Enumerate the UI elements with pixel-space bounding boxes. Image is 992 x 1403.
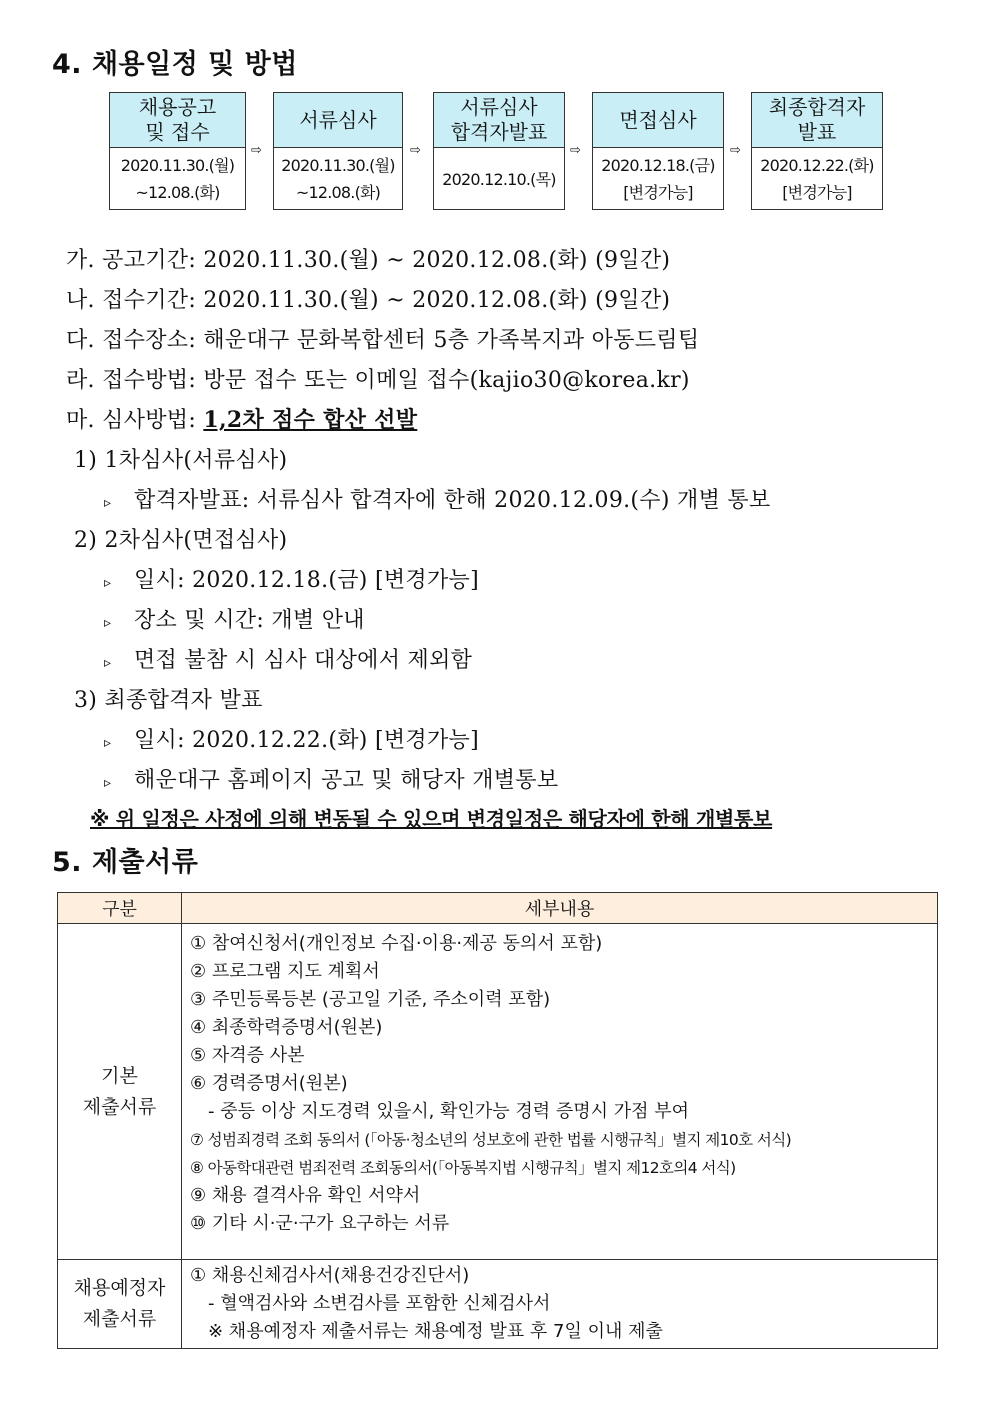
list-item: ▹ 일시: 2020.12.18.(금) [변경가능] bbox=[104, 568, 479, 593]
list-item: ⑦ 성범죄경력 조회 동의서 (「아동·청소년의 성보호에 관한 법률 시행규칙」별지 제10호 서식) bbox=[190, 1131, 792, 1149]
table-header-row bbox=[58, 893, 938, 924]
flow-step-document-result bbox=[433, 92, 565, 210]
flow-step-date: 2020.12.18.(금) [변경가능] bbox=[601, 156, 715, 202]
triangle-bullet-icon: ▹ bbox=[104, 775, 112, 791]
list-item: ⑤ 자격증 사본 bbox=[190, 1045, 305, 1066]
list-item: ▹ 일시: 2020.12.22.(화) [변경가능] bbox=[104, 728, 479, 753]
arrow-right-icon: ⇨ bbox=[730, 143, 741, 158]
final-result-heading: 3) 최종합격자 발표 bbox=[74, 688, 263, 713]
arrow-right-icon: ⇨ bbox=[251, 143, 262, 158]
list-item: - 혈액검사와 소변검사를 포함한 신체검사서 bbox=[208, 1293, 551, 1314]
flow-step-title: 서류심사 bbox=[274, 93, 402, 148]
details-cell bbox=[182, 1260, 938, 1349]
review-method-value: 1,2차 점수 합산 선발 bbox=[203, 407, 418, 433]
list-item: ▹ 합격자발표: 서류심사 합격자에 한해 2020.12.09.(수) 개별 통보 bbox=[104, 488, 771, 513]
flow-step-date: 2020.12.22.(화) [변경가능] bbox=[760, 156, 874, 202]
list-item: ④ 최종학력증명서(원본) bbox=[190, 1017, 383, 1038]
list-item: ③ 주민등록등본 (공고일 기준, 주소이력 포함) bbox=[190, 989, 551, 1010]
list-item: ▹ 장소 및 시간: 개별 안내 bbox=[104, 608, 365, 633]
announcement-period: 가. 공고기간: 2020.11.30.(월) ~ 2020.12.08.(화) (9일간) bbox=[66, 248, 671, 273]
triangle-bullet-icon: ▹ bbox=[104, 575, 112, 591]
table-row bbox=[58, 1260, 938, 1349]
list-item: ② 프로그램 지도 계획서 bbox=[190, 961, 380, 982]
category-cell: 채용예정자 제출서류 bbox=[58, 1260, 182, 1349]
flow-step-date: 2020.11.30.(월) ~12.08.(화) bbox=[281, 156, 395, 202]
first-review-heading: 1) 1차심사(서류심사) bbox=[74, 448, 288, 473]
application-place: 다. 접수장소: 해운대구 문화복합센터 5층 가족복지과 아동드림팁 bbox=[66, 328, 700, 353]
flow-step-title: 최종합격자 발표 bbox=[752, 93, 882, 148]
arrow-right-icon: ⇨ bbox=[570, 143, 581, 158]
list-item: ⑨ 채용 결격사유 확인 서약서 bbox=[190, 1185, 421, 1206]
review-method-label: 마. 심사방법: bbox=[66, 408, 204, 433]
triangle-bullet-icon: ▹ bbox=[104, 735, 112, 751]
details-cell bbox=[182, 924, 938, 1260]
list-item: - 중등 이상 지도경력 있을시, 확인가능 경력 증명시 가점 부여 bbox=[208, 1101, 690, 1122]
flow-step-title: 채용공고 및 접수 bbox=[110, 93, 245, 148]
flow-step-date: 2020.11.30.(월) ~12.08.(화) bbox=[120, 156, 235, 202]
flow-step-date: 2020.12.10.(목) bbox=[442, 169, 556, 189]
documents-table bbox=[57, 892, 938, 1349]
list-item: ⑥ 경력증명서(원본) bbox=[190, 1073, 348, 1094]
triangle-bullet-icon: ▹ bbox=[104, 615, 112, 631]
list-item: ▹ 면접 불참 시 심사 대상에서 제외함 bbox=[104, 648, 473, 673]
application-period: 나. 접수기간: 2020.11.30.(월) ~ 2020.12.08.(화) (9일간) bbox=[66, 288, 671, 313]
triangle-bullet-icon: ▹ bbox=[104, 655, 112, 671]
column-header-category: 구분 bbox=[58, 893, 182, 924]
table-row bbox=[58, 924, 938, 1260]
list-item: ※ 채용예정자 제출서류는 채용예정 발표 후 7일 이내 제출 bbox=[208, 1321, 663, 1342]
category-cell: 기본 제출서류 bbox=[58, 924, 182, 1260]
list-item: ① 참여신청서(개인정보 수집·이용·제공 동의서 포함) bbox=[190, 933, 603, 954]
schedule-change-notice: ※ 위 일정은 사정에 의해 변동될 수 있으며 변경일정은 해당자에 한해 개별통보 bbox=[90, 807, 773, 831]
list-item: ▹ 해운대구 홈페이지 공고 및 해당자 개별통보 bbox=[104, 768, 559, 793]
section-5-title: 5. 제출서류 bbox=[52, 847, 199, 878]
column-header-details: 세부내용 bbox=[182, 893, 938, 924]
application-method: 라. 접수방법: 방문 접수 또는 이메일 접수(kajio30@korea.kr) bbox=[66, 368, 690, 393]
flow-step-interview bbox=[592, 92, 724, 210]
section-4-title: 4. 채용일정 및 방법 bbox=[52, 49, 298, 80]
list-item: ⑧ 아동학대관련 범죄전력 조회동의서(「아동복지법 시행규칙」별지 제12호의4 서식) bbox=[190, 1159, 736, 1177]
second-review-heading: 2) 2차심사(면접심사) bbox=[74, 528, 288, 553]
triangle-bullet-icon: ▹ bbox=[104, 495, 112, 511]
review-method bbox=[66, 403, 417, 434]
flow-step-announcement bbox=[109, 92, 246, 210]
list-item: ⑩ 기타 시·군·구가 요구하는 서류 bbox=[190, 1213, 450, 1234]
list-item: ① 채용신체검사서(채용건강진단서) bbox=[190, 1265, 470, 1286]
flow-step-document-review bbox=[273, 92, 403, 210]
flow-step-final-result bbox=[751, 92, 883, 210]
flow-step-title: 서류심사 합격자발표 bbox=[434, 93, 564, 148]
arrow-right-icon: ⇨ bbox=[410, 143, 421, 158]
flow-step-title: 면접심사 bbox=[593, 93, 723, 148]
